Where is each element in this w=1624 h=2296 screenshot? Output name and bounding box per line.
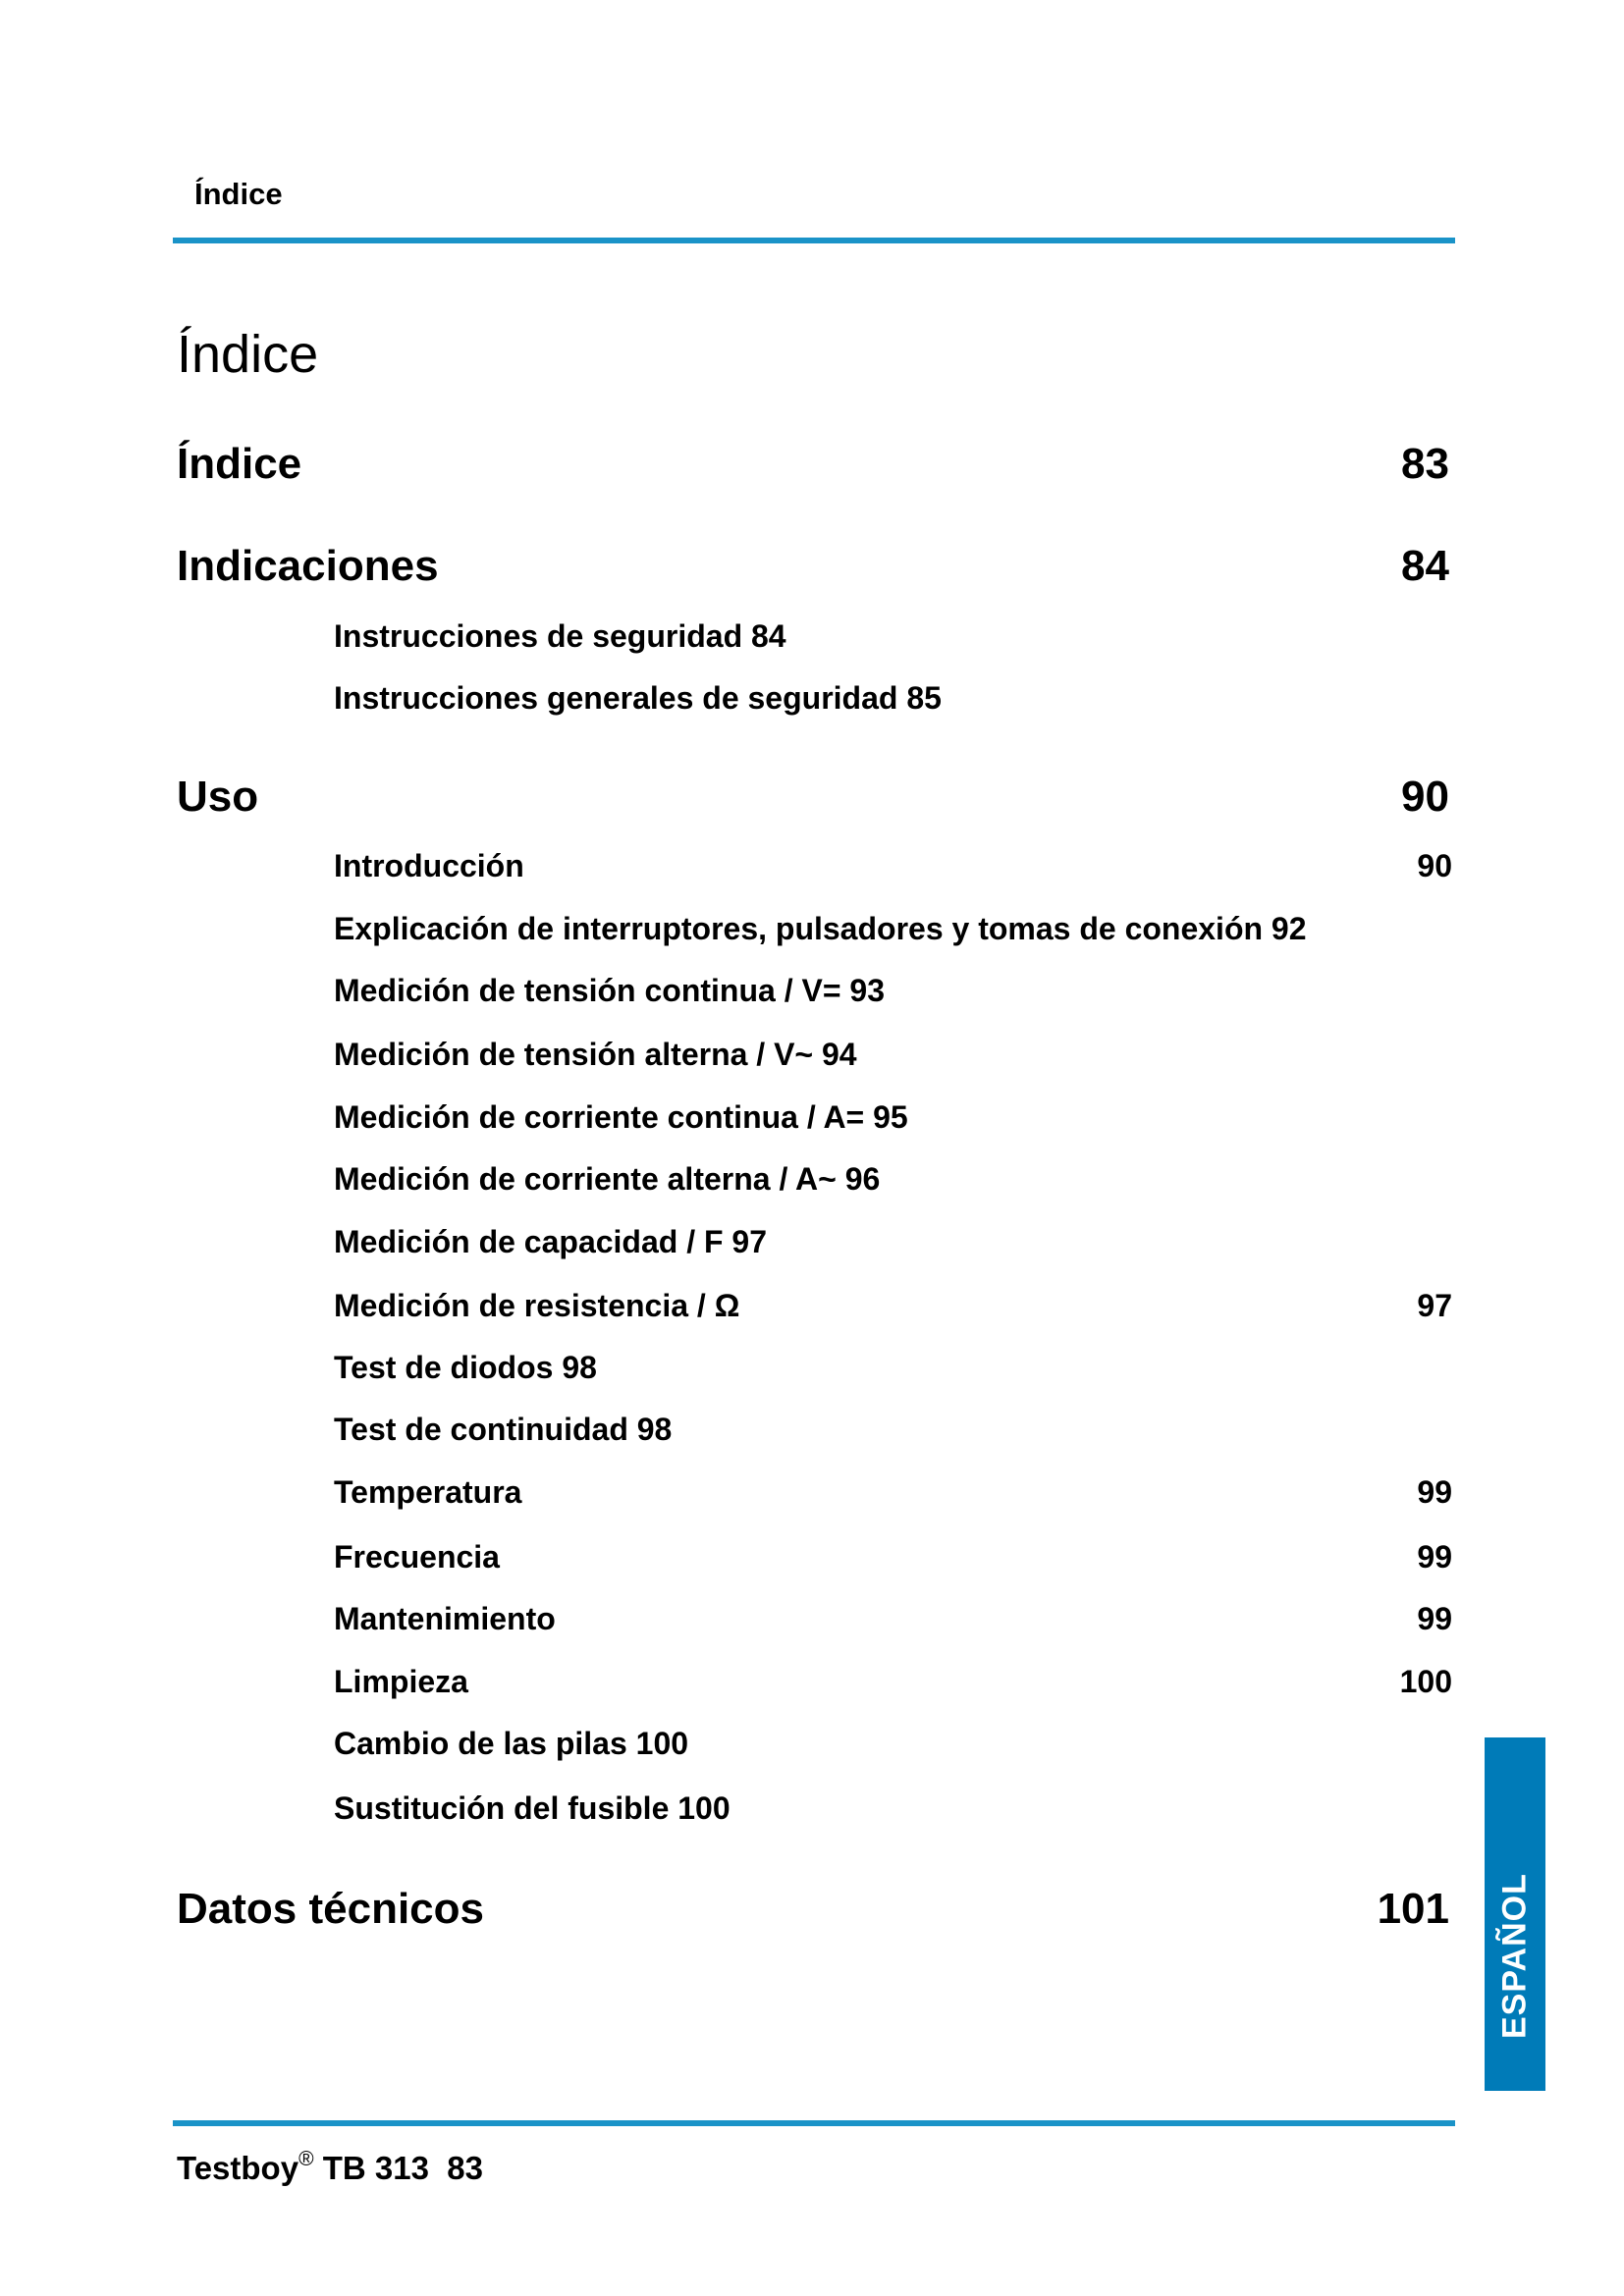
toc-entry[interactable]: Frecuencia [334,1539,500,1575]
toc-entry[interactable]: Mantenimiento [334,1601,556,1636]
toc-section-page: 84 [1401,542,1449,590]
toc-entry[interactable]: Medición de tensión continua / V= 93 [334,973,885,1008]
toc-section-title[interactable]: Datos técnicos [177,1885,484,1933]
toc-entry[interactable]: Introducción [334,848,524,883]
toc-entry[interactable]: Explicación de interruptores, pulsadores y tomas de conexión 92 [334,911,1307,946]
toc-entry[interactable]: Temperatura [334,1474,522,1510]
toc-entry[interactable]: Medición de tensión alterna / V~ 94 [334,1037,857,1072]
toc-entry[interactable]: Medición de resistencia / Ω [334,1288,740,1323]
toc-entry[interactable]: Limpieza [334,1664,468,1699]
footer-page-number: 83 [447,2150,484,2186]
language-tab [1485,1737,1545,2091]
toc-entry[interactable]: Sustitución del fusible 100 [334,1790,731,1826]
toc-section-page: 90 [1401,773,1449,821]
toc-section-page: 101 [1377,1885,1449,1933]
language-tab-label: ESPAÑOL [1495,1873,1534,2039]
page-title: Índice [177,325,319,384]
header-rule [173,238,1455,243]
footer [177,2148,483,2187]
toc-section-title[interactable]: Indicaciones [177,542,439,590]
toc-entry[interactable]: Cambio de las pilas 100 [334,1726,689,1761]
footer-rule [173,2120,1455,2126]
toc-entry[interactable]: Medición de corriente continua / A= 95 [334,1099,908,1135]
toc-entry[interactable]: Instrucciones de seguridad 84 [334,618,786,654]
toc-entry[interactable]: Medición de corriente alterna / A~ 96 [334,1161,881,1197]
footer-model: TB 313 [322,2150,429,2186]
footer-brand: Testboy [177,2150,299,2186]
toc-entry[interactable]: Instrucciones generales de seguridad 85 [334,680,942,716]
registered-mark: ® [298,2148,314,2170]
toc-entry-page: 99 [1417,1539,1452,1575]
toc-section-title[interactable]: Índice [177,440,302,488]
toc-entry-page: 99 [1417,1474,1452,1510]
running-header: Índice [194,177,283,211]
toc-section-title[interactable]: Uso [177,773,259,821]
toc-entry-page: 99 [1417,1601,1452,1636]
toc-section-page: 83 [1401,440,1449,488]
toc-entry[interactable]: Test de diodos 98 [334,1350,597,1385]
toc-entry-page: 100 [1399,1664,1452,1699]
toc-entry-page: 90 [1417,848,1452,883]
toc-entry-page: 97 [1417,1288,1452,1323]
toc-entry[interactable]: Test de continuidad 98 [334,1412,673,1447]
toc-entry[interactable]: Medición de capacidad / F 97 [334,1224,768,1259]
